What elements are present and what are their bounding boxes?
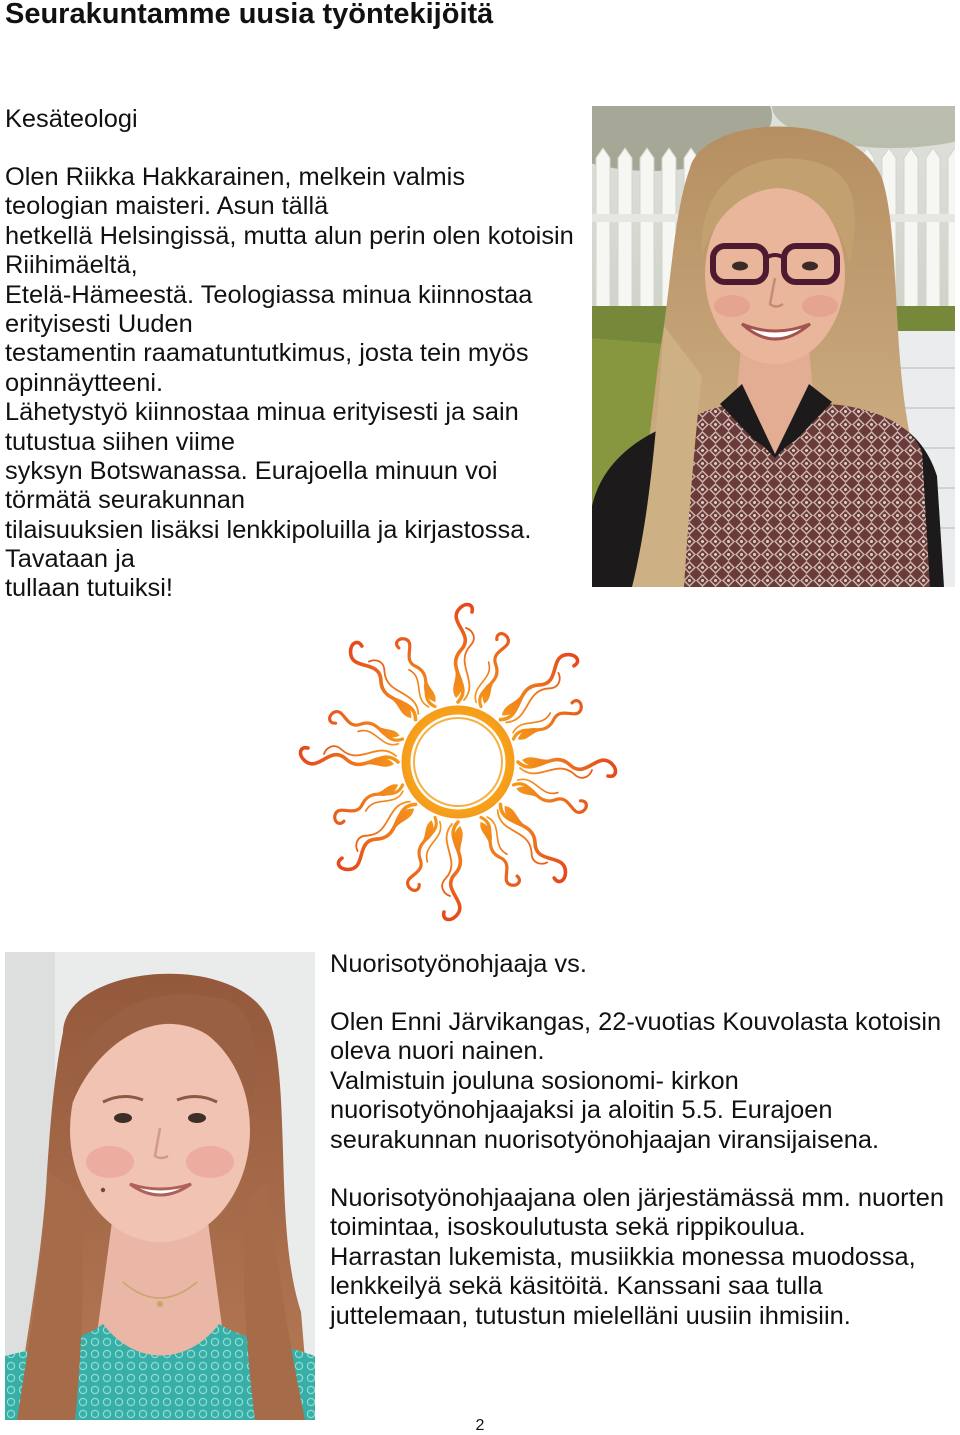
enni-photo — [5, 952, 315, 1420]
text-line: tutustua siihen viime — [5, 427, 236, 456]
text-line: oleva nuori nainen. — [330, 1037, 545, 1066]
text-line: Olen Enni Järvikangas, 22-vuotias Kouvolasta kotoisin — [330, 1008, 942, 1036]
sun-ray — [509, 699, 585, 743]
sun-ray — [512, 774, 588, 818]
text-line: törmätä seurakunnan — [5, 486, 245, 515]
sun-ray — [453, 605, 474, 702]
text-line: Harrastan lukemista, musiikkia monessa muodossa, — [330, 1242, 916, 1271]
portrait-image — [592, 106, 955, 587]
portrait-image — [5, 952, 315, 1420]
text-line: Valmistuin jouluna sosionomi- kirkon — [330, 1066, 739, 1095]
text-line: nuorisotyönohjaajaksi ja aloitin 5.5. Eurajoen — [330, 1096, 833, 1125]
text-line: testamentin raamatuntutkimus, josta tein myös — [5, 339, 529, 368]
text-line: juttelemaan, tutustun mielelläni uusiin ihmisiin. — [330, 1301, 851, 1330]
sun-ring — [406, 710, 510, 814]
text-line: hetkellä Helsingissä, mutta alun perin olen kotoisin — [5, 221, 574, 250]
sun-ray — [343, 639, 426, 722]
sun-ray — [331, 781, 407, 825]
text-line: syksyn Botswanassa. Eurajoella minuun voi — [5, 456, 498, 485]
job-title-summer-theologian: Kesäteologi — [5, 105, 138, 133]
sun-ray — [335, 793, 418, 876]
text-line: seurakunnan nuorisotyönohjaajan viransijaisena. — [330, 1125, 880, 1154]
sun-ray — [518, 757, 615, 778]
sun-ray — [395, 635, 439, 711]
sun-logo — [293, 597, 623, 927]
page-title: Seurakuntamme uusia työntekijöitä — [5, 0, 494, 30]
text-line: Nuorisotyönohjaajana olen järjestämässä mm. nuorten — [330, 1184, 944, 1212]
text-line: tullaan tutuiksi! — [5, 574, 173, 603]
sun-ray — [477, 813, 521, 889]
riikka-photo — [592, 106, 955, 587]
text-line: opinnäytteeni. — [5, 368, 164, 397]
sun-ray — [497, 647, 580, 730]
sun-emblem — [293, 597, 623, 927]
text-line: tilaisuuksien lisäksi lenkkipoluilla ja kirjastossa. — [5, 515, 532, 544]
text-line: lenkkeilyä sekä käsitöitä. Kanssani saa tulla — [330, 1272, 823, 1301]
text-line: Riihimäeltä, — [5, 251, 138, 280]
enni-bio-paragraph — [330, 1008, 941, 1155]
sun-inner-ring — [414, 718, 502, 806]
enni-bio-paragraph — [330, 1184, 944, 1331]
riikka-bio-paragraph — [5, 163, 574, 604]
page-number: 2 — [475, 1417, 485, 1434]
text-line: Lähetystyö kiinnostaa minua erityisesti ja sain — [5, 398, 519, 427]
text-line: teologian maisteri. Asun tällä — [5, 192, 329, 221]
sun-ray — [301, 746, 398, 767]
text-line: Etelä-Hämeestä. Teologiassa minua kiinnostaa — [5, 280, 533, 309]
text-line: erityisesti Uuden — [5, 309, 193, 338]
job-title-youth-worker: Nuorisotyönohjaaja vs. — [330, 950, 587, 978]
text-line: toimintaa, isoskoulutusta sekä rippikoulua. — [330, 1213, 806, 1242]
sun-ray — [328, 706, 404, 750]
sun-ray — [442, 822, 463, 919]
sun-ray — [402, 816, 446, 892]
sun-ray — [489, 801, 572, 884]
text-line: Olen Riikka Hakkarainen, melkein valmis — [5, 163, 466, 191]
sun-ray — [470, 632, 514, 708]
text-line: Tavataan ja — [5, 545, 135, 574]
